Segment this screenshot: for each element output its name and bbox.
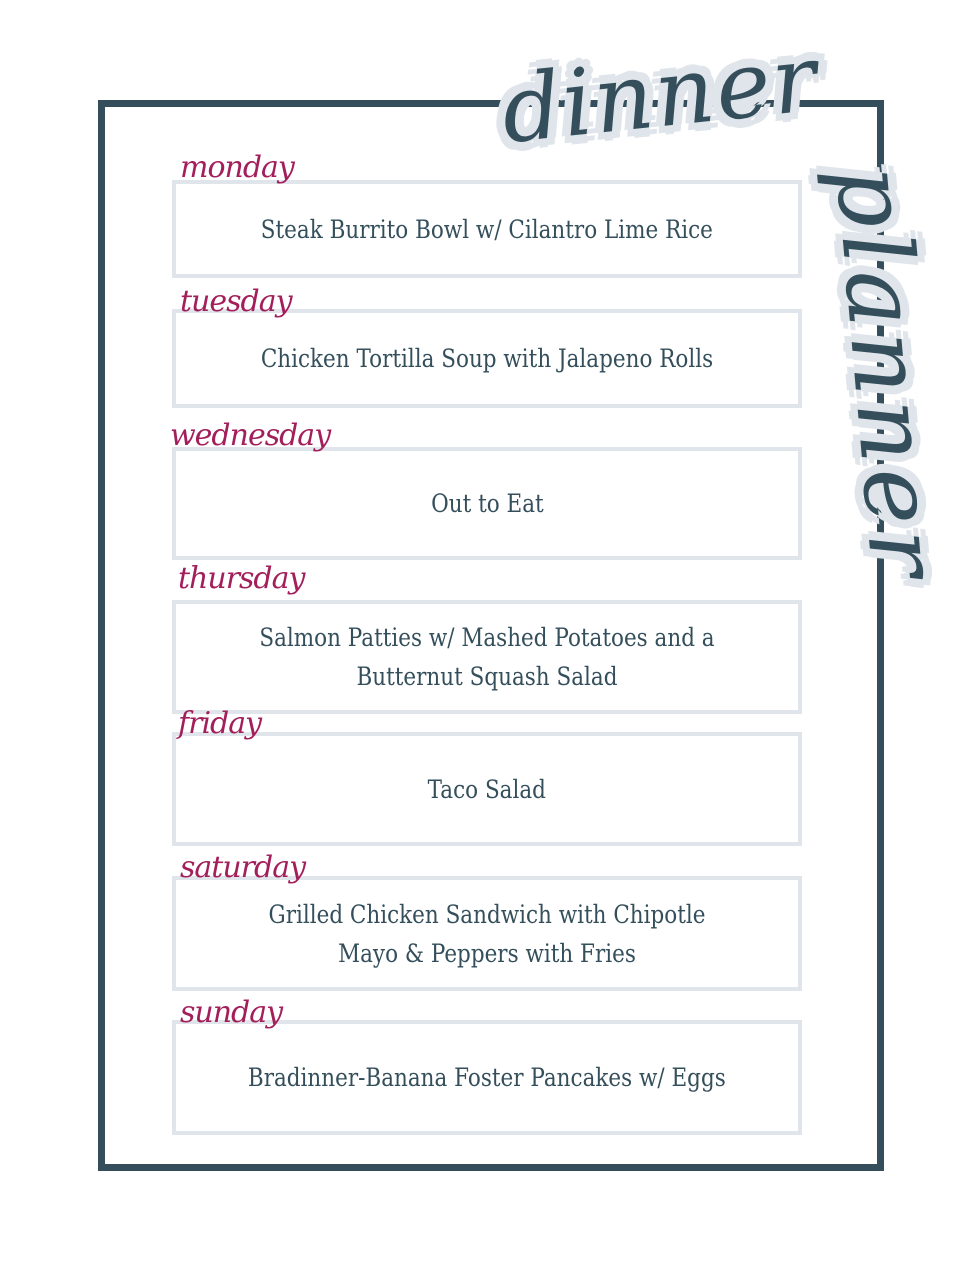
title-planner: planner [813, 160, 962, 587]
day-label-thursday: thursday [178, 561, 305, 596]
meal-box-friday [172, 732, 802, 846]
meal-box-thursday [172, 600, 802, 714]
title-dinner: dinner [496, 24, 824, 165]
day-label-friday: friday [178, 706, 262, 741]
day-label-sunday: sunday [180, 995, 283, 1030]
meal-text-wednesday: Out to Eat [430, 489, 544, 518]
meal-text-sunday: Bradinner-Banana Foster Pancakes w/ Eggs [248, 1063, 726, 1092]
meal-text-saturday: Grilled Chicken Sandwich with Chipotle Mayo & Peppers with Fries [268, 899, 706, 968]
meal-text-friday: Taco Salad [427, 774, 547, 804]
meal-text-tuesday: Chicken Tortilla Soup with Jalapeno Rolls [260, 344, 714, 373]
meal-text-thursday: Salmon Patties w/ Mashed Potatoes and a Butternut Squash Salad [259, 623, 715, 691]
day-label-wednesday: wednesday [170, 418, 331, 453]
meal-box-monday [172, 180, 802, 278]
meal-text-monday: Steak Burrito Bowl w/ Cilantro Lime Rice [260, 214, 714, 244]
meal-box-saturday [172, 876, 802, 991]
day-label-monday: monday [180, 150, 294, 185]
meal-box-wednesday [172, 447, 802, 560]
day-label-tuesday: tuesday [180, 284, 292, 319]
meal-box-sunday [172, 1020, 802, 1135]
meal-box-tuesday [172, 309, 802, 408]
day-label-saturday: saturday [180, 850, 306, 885]
